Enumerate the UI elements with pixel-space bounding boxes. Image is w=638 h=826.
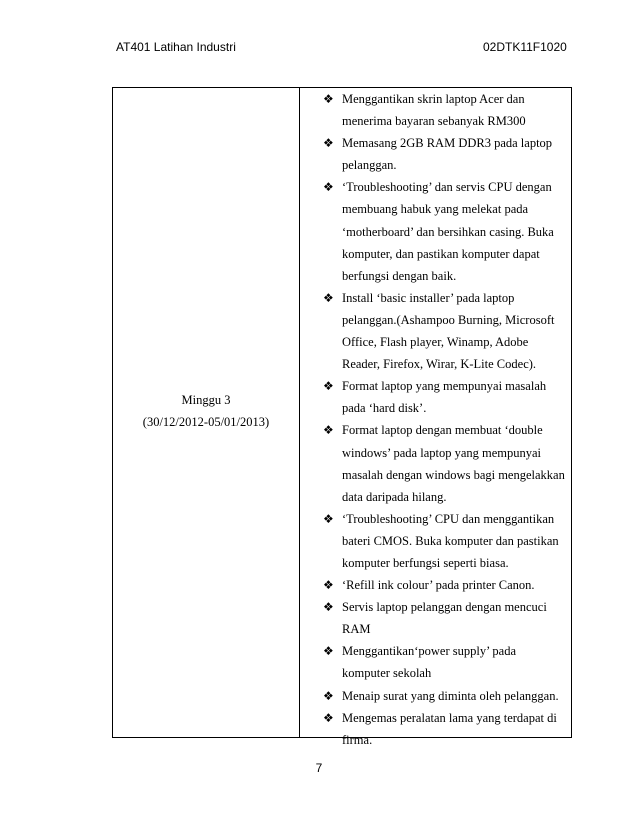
diamond-bullet-icon: ❖	[323, 379, 334, 394]
week-cell	[113, 88, 299, 737]
task-item	[311, 287, 573, 375]
diamond-bullet-icon: ❖	[323, 92, 334, 106]
task-item	[311, 685, 573, 707]
task-item	[311, 508, 573, 574]
task-line: Reader, Firefox, Wirar, K-Lite Codec).	[342, 357, 537, 372]
diamond-bullet-icon: ❖	[323, 644, 334, 659]
task-line: pada ‘hard disk’.	[342, 401, 427, 416]
task-line: masalah dengan windows bagi mengelakkan	[342, 467, 565, 482]
task-line: Servis laptop pelanggan dengan mencuci	[342, 600, 547, 615]
task-line: Install ‘basic installer’ pada laptop	[342, 290, 515, 305]
diamond-bullet-icon: ❖	[323, 136, 334, 151]
task-item	[311, 707, 573, 751]
weekly-log-table	[112, 87, 572, 747]
task-line: bateri CMOS. Buka komputer dan pastikan	[342, 533, 559, 548]
task-line: Office, Flash player, Winamp, Adobe	[342, 335, 529, 350]
task-line: Memasang 2GB RAM DDR3 pada laptop	[342, 136, 553, 151]
task-line: ‘Refill ink colour’ pada printer Canon.	[342, 578, 535, 593]
document-header-title: AT401 Latihan Industri	[116, 40, 236, 54]
task-line: Format laptop yang mempunyai masalah	[342, 379, 547, 394]
diamond-bullet-icon: ❖	[323, 423, 334, 438]
task-line: komputer sekolah	[342, 666, 432, 681]
task-line: Format laptop dengan membuat ‘double	[342, 423, 543, 438]
task-line: pelanggan.(Ashampoo Burning, Microsoft	[342, 312, 555, 327]
task-line: firma.	[342, 732, 373, 747]
column-divider	[299, 88, 300, 737]
task-line: ‘Troubleshooting’ CPU dan menggantikan	[342, 511, 555, 526]
task-item	[311, 132, 573, 176]
task-line: Menaip surat yang diminta oleh pelanggan.	[342, 688, 559, 703]
diamond-bullet-icon: ❖	[323, 290, 334, 305]
document-header-code: 02DTK11F1020	[483, 40, 567, 54]
task-line: windows’ pada laptop yang mempunyai	[342, 445, 542, 460]
diamond-bullet-icon: ❖	[323, 180, 334, 195]
task-list	[311, 88, 573, 751]
task-line: komputer, dan pastikan komputer dapat	[342, 246, 540, 261]
task-line: ‘Troubleshooting’ dan servis CPU dengan	[342, 180, 552, 195]
task-line: berfungsi dengan baik.	[342, 268, 457, 283]
task-line: ‘motherboard’ dan bersihkan casing. Buka	[342, 224, 554, 239]
diamond-bullet-icon: ❖	[323, 511, 334, 526]
diamond-bullet-icon: ❖	[323, 578, 334, 593]
task-line: Menggantikan‘power supply’ pada	[342, 644, 517, 659]
task-line: data daripada hilang.	[342, 489, 447, 504]
task-item	[311, 176, 573, 286]
task-line: RAM	[342, 622, 371, 637]
task-item	[311, 375, 573, 419]
task-item	[311, 419, 573, 507]
task-item	[311, 640, 573, 684]
diamond-bullet-icon: ❖	[323, 710, 334, 725]
page-number: 7	[315, 761, 323, 775]
task-line: membuang habuk yang melekat pada	[342, 202, 529, 217]
week-name: Minggu 3	[181, 393, 231, 407]
task-item	[311, 88, 573, 132]
task-item	[311, 596, 573, 640]
task-line: pelanggan.	[342, 158, 397, 173]
task-line: menerima bayaran sebanyak RM300	[342, 114, 526, 129]
diamond-bullet-icon: ❖	[323, 600, 334, 615]
week-dates: (30/12/2012-05/01/2013)	[142, 415, 270, 429]
diamond-bullet-icon: ❖	[323, 688, 334, 703]
task-line: Mengemas peralatan lama yang terdapat di	[342, 710, 557, 725]
task-line: komputer berfungsi seperti biasa.	[342, 555, 509, 570]
task-line: Menggantikan skrin laptop Acer dan	[342, 92, 525, 106]
task-item	[311, 574, 573, 596]
